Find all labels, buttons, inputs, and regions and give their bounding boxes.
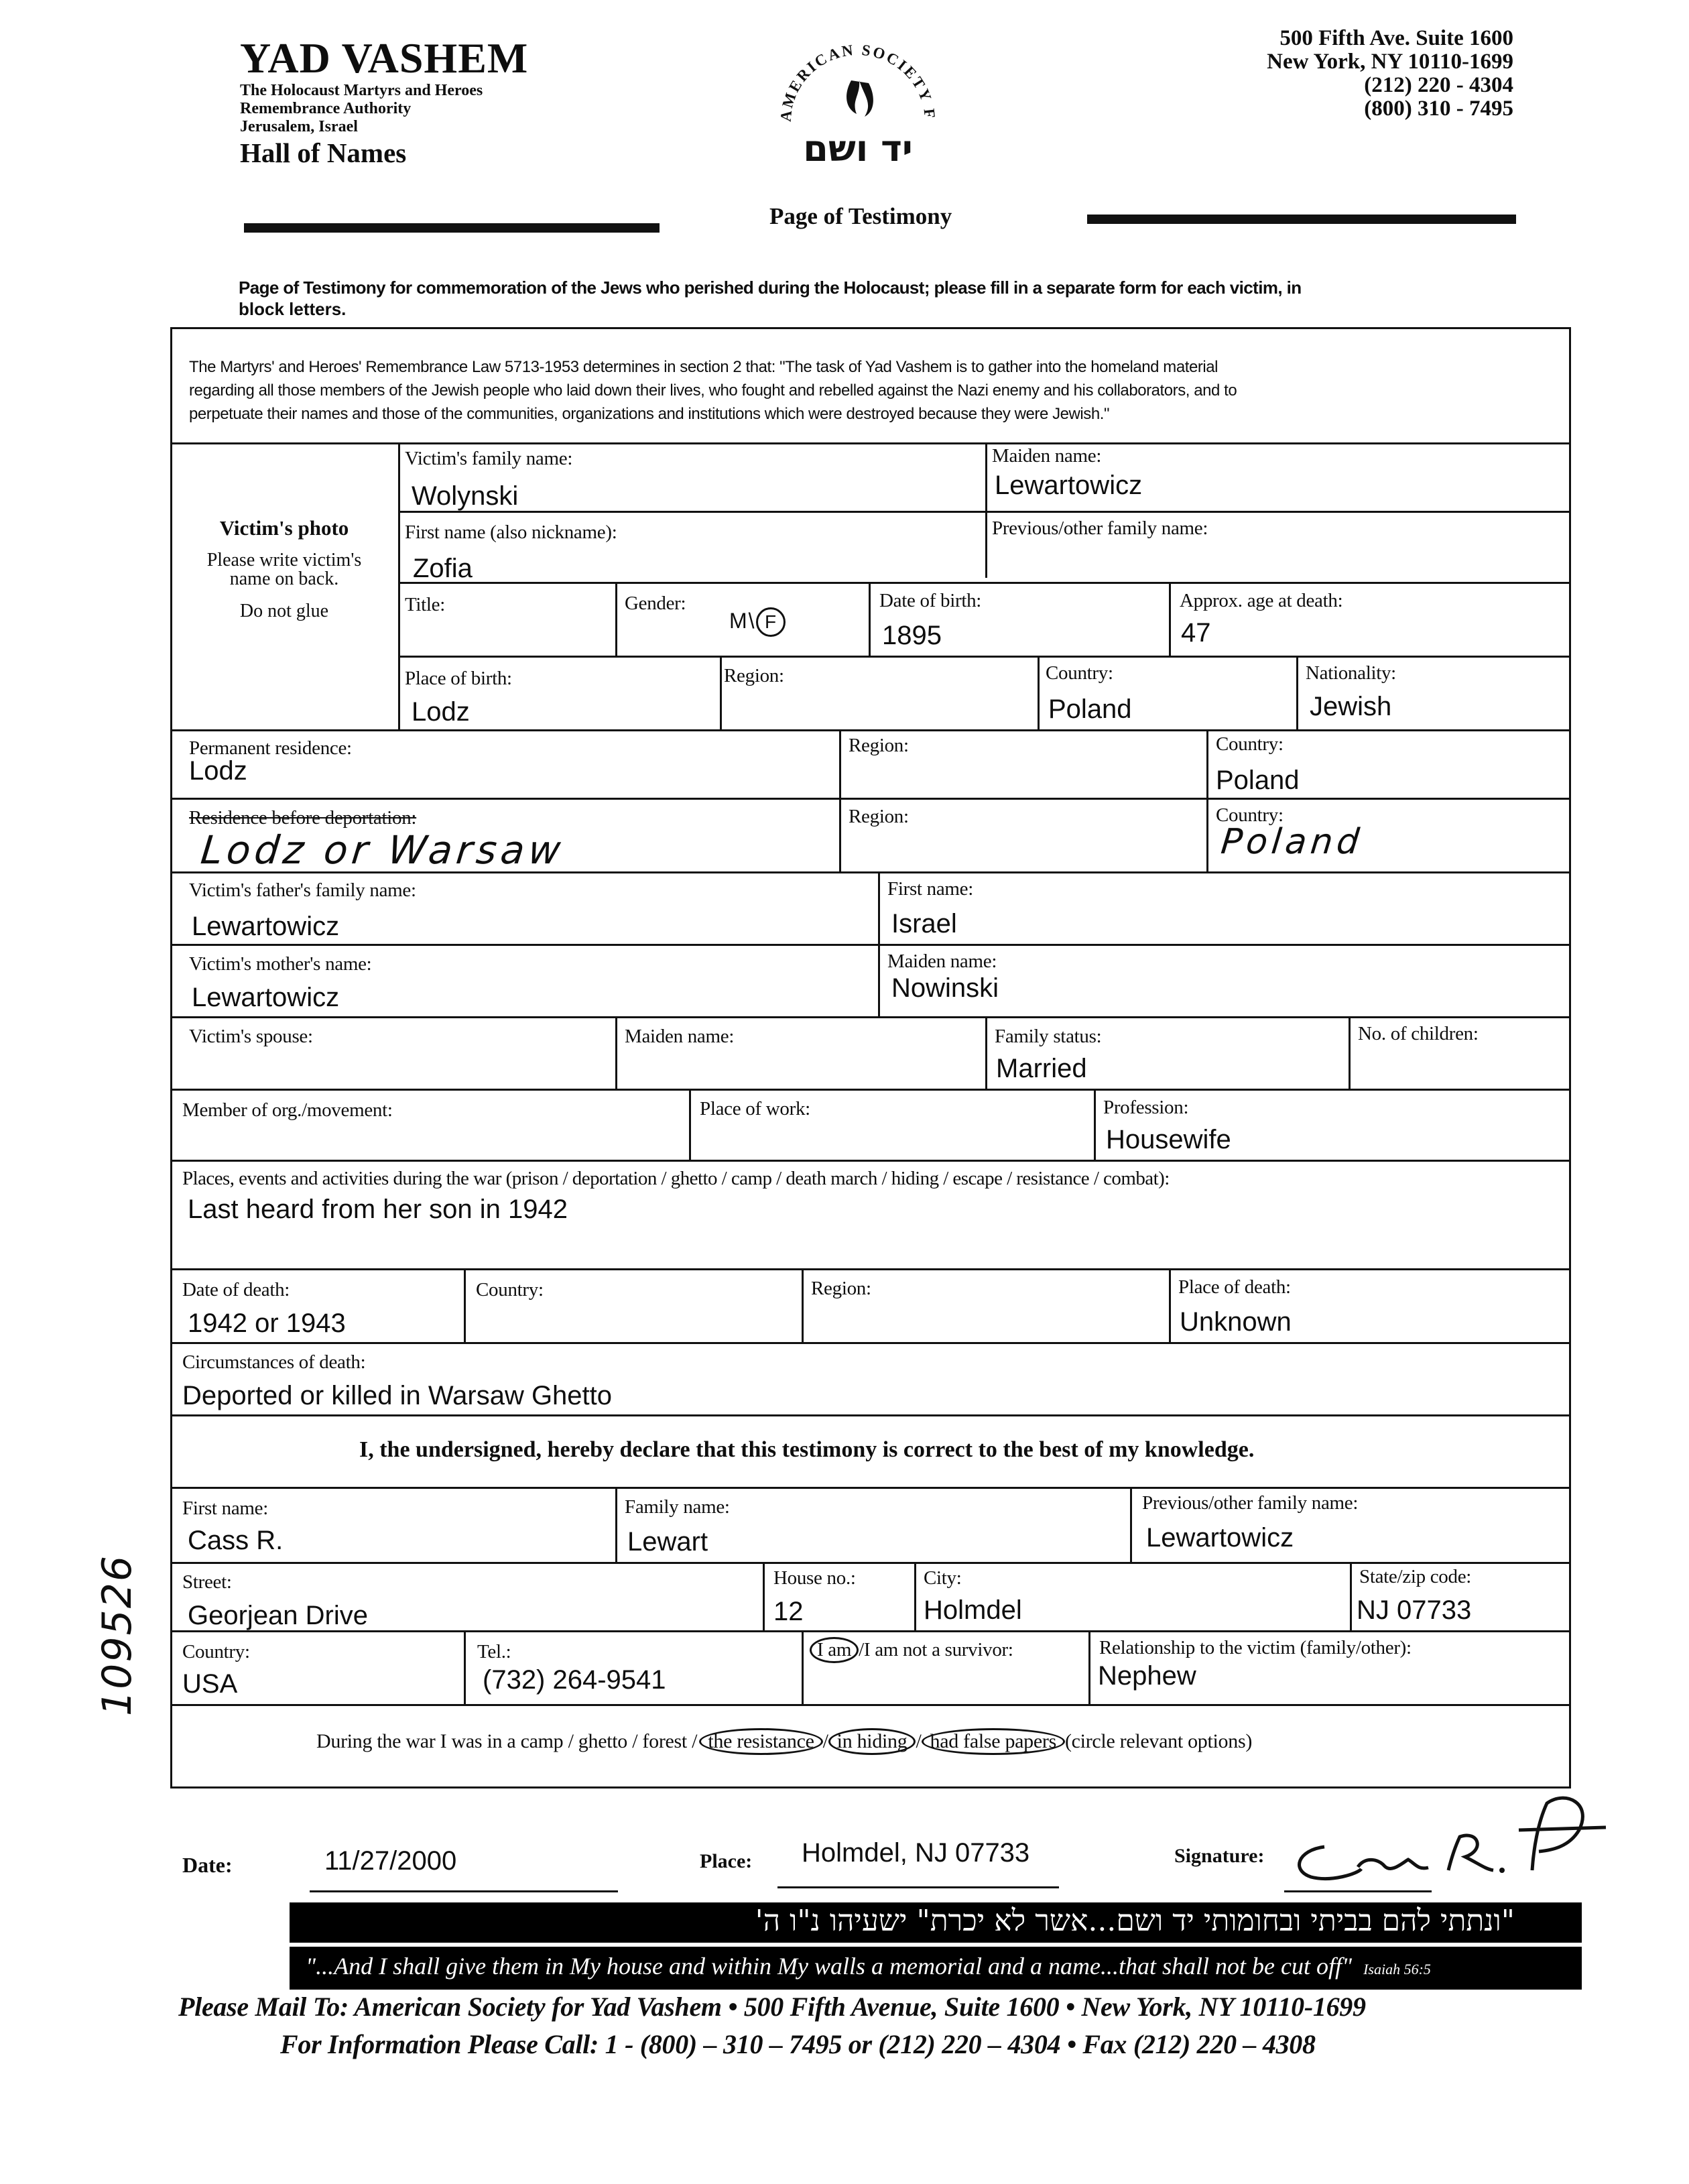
society-logo	[751, 34, 965, 201]
cell-divider	[1206, 729, 1208, 871]
perm-res-value[interactable]: Lodz	[189, 756, 247, 786]
street-label: Street:	[182, 1571, 232, 1593]
zip-value[interactable]: NJ 07733	[1357, 1595, 1472, 1625]
profession-value[interactable]: Housewife	[1106, 1125, 1231, 1154]
res-before-value[interactable]: Lodz or Warsaw	[198, 827, 567, 873]
age-value[interactable]: 47	[1181, 618, 1211, 648]
row-divider	[170, 1016, 1571, 1018]
row-divider	[170, 1268, 1571, 1270]
cell-divider	[878, 871, 880, 1016]
age-label: Approx. age at death:	[1180, 590, 1343, 611]
row-divider	[398, 582, 1571, 584]
info-line: For Information Please Call: 1 - (800) – 310 – 7495 or (212) 220 – 4304 • Fax (212) 220 – 4308	[280, 2029, 1316, 2059]
mother-label: Victim's mother's name:	[189, 953, 372, 975]
cell-divider	[985, 442, 987, 578]
street-value[interactable]: Georjean Drive	[188, 1601, 369, 1630]
margin-number: 109526	[94, 1554, 141, 1716]
father-label: Victim's father's family name:	[189, 879, 416, 901]
victim-photo-area	[170, 516, 398, 622]
place-label: Place:	[700, 1850, 753, 1872]
title-label: Title:	[405, 594, 445, 615]
profession-label: Profession:	[1103, 1097, 1189, 1118]
cell-divider	[464, 1630, 466, 1704]
survivor-selected-circle: I am	[810, 1637, 859, 1663]
cell-divider	[1350, 1562, 1352, 1630]
submitter-prev-value[interactable]: Lewartowicz	[1146, 1523, 1294, 1553]
page-title: Page of Testimony	[769, 203, 952, 229]
cell-divider	[985, 1016, 987, 1089]
address-block	[1267, 27, 1513, 121]
children-label: No. of children:	[1358, 1023, 1479, 1044]
instruction-text: Page of Testimony for commemoration of the Jews who perished during the Holocaust; please fill in a separate form for each victim, in	[239, 278, 1302, 298]
phone-line: (212) 220 - 4304	[1364, 73, 1513, 97]
row-divider	[170, 729, 1571, 731]
cell-divider	[839, 729, 841, 871]
city-label: City:	[924, 1567, 962, 1589]
signature	[1284, 1783, 1619, 1890]
dod-label: Date of death:	[182, 1279, 290, 1300]
phone-line: (800) 310 - 7495	[1364, 97, 1513, 121]
gender-selected-circle: F	[756, 607, 786, 637]
first-name-value[interactable]: Zofia	[413, 554, 473, 583]
war-option-circled: in hiding	[828, 1728, 916, 1755]
death-country-label: Country:	[476, 1279, 544, 1300]
city-value[interactable]: Holmdel	[924, 1595, 1022, 1625]
cell-divider	[763, 1562, 765, 1630]
submitter-family-value[interactable]: Lewart	[627, 1527, 708, 1557]
cell-divider	[720, 656, 722, 729]
cell-divider	[615, 1487, 617, 1562]
cell-divider	[1296, 656, 1298, 729]
maiden-name-label: Maiden name:	[992, 445, 1102, 467]
cell-divider	[914, 1562, 916, 1630]
maiden-name-value[interactable]: Lewartowicz	[995, 471, 1143, 500]
war-option-circled: the resistance	[699, 1728, 822, 1755]
work-label: Place of work:	[700, 1098, 810, 1119]
row-divider	[170, 1414, 1571, 1416]
banner-hebrew: "ונתתי להם בביתי ובחומותי יד ושם...אשר לא יכרת" ישעיהו נ"ו ה'	[755, 1904, 1515, 1938]
row-divider	[170, 1089, 1571, 1091]
gender-value[interactable]: M\ F	[729, 607, 786, 637]
family-name-label: Victim's family name:	[405, 448, 573, 469]
member-label: Member of org./movement:	[182, 1099, 393, 1121]
circumstances-value[interactable]: Deported or killed in Warsaw Ghetto	[182, 1381, 613, 1410]
date-value[interactable]: 11/27/2000	[324, 1846, 457, 1876]
res-country-value[interactable]: Poland	[1218, 822, 1365, 862]
cell-divider	[1130, 1487, 1132, 1562]
row-divider	[170, 1342, 1571, 1344]
row-divider	[170, 944, 1571, 946]
pob-country-value[interactable]: Poland	[1048, 694, 1132, 724]
war-options[interactable]: During the war I was in a camp / ghetto / forest / the resistance / in hiding / had false papers (circle relevant options)	[316, 1728, 1252, 1755]
place-underline	[777, 1886, 1059, 1888]
places-label: Places, events and activities during the war (prison / deportation / ghetto / camp / death march / hiding / escape / resistance / combat):	[182, 1168, 1170, 1189]
date-label: Date:	[182, 1853, 233, 1877]
place-value[interactable]: Holmdel, NJ 07733	[802, 1838, 1030, 1868]
svg-text:AMERICAN SOCIETY FOR YAD VASHE	[751, 34, 938, 123]
cell-divider	[398, 442, 400, 729]
row-divider	[170, 442, 1571, 444]
first-name-label: First name (also nickname):	[405, 522, 617, 543]
cell-divider	[802, 1268, 804, 1342]
places-value[interactable]: Last heard from her son in 1942	[188, 1195, 568, 1224]
tel-label: Tel.:	[477, 1641, 511, 1662]
cell-divider	[1169, 1268, 1171, 1342]
pob-country-label: Country:	[1046, 662, 1113, 684]
org-subtitle: The Holocaust Martyrs and Heroes	[240, 82, 483, 99]
dob-value[interactable]: 1895	[882, 621, 942, 650]
signature-scribble-icon	[1284, 1783, 1619, 1890]
pob-label: Place of birth:	[405, 668, 512, 689]
res-region-label: Region:	[849, 806, 909, 827]
perm-country-value[interactable]: Poland	[1216, 766, 1300, 795]
family-status-value[interactable]: Married	[996, 1054, 1087, 1083]
nationality-value[interactable]: Jewish	[1310, 692, 1392, 721]
house-value[interactable]: 12	[773, 1597, 804, 1626]
cell-divider	[1038, 656, 1040, 729]
cell-divider	[802, 1630, 804, 1704]
mother-maiden-value[interactable]: Nowinski	[891, 973, 999, 1003]
org-location: Jerusalem, Israel	[240, 118, 358, 135]
address-line: New York, NY 10110-1699	[1267, 50, 1513, 74]
signature-underline	[1284, 1890, 1432, 1892]
logo-ring-text: AMERICAN SOCIETY F	[777, 41, 939, 123]
submitter-family-label: Family name:	[625, 1496, 730, 1518]
cell-divider	[615, 582, 617, 656]
photo-note: Please write victim's	[206, 550, 362, 570]
spouse-label: Victim's spouse:	[189, 1026, 313, 1047]
header-rule-right	[1087, 215, 1516, 224]
instruction-text: block letters.	[239, 299, 347, 319]
dob-label: Date of birth:	[879, 590, 982, 611]
declaration: I, the undersigned, hereby declare that this testimony is correct to the best of my knowledge.	[359, 1437, 1255, 1462]
submitter-first-label: First name:	[182, 1498, 268, 1519]
perm-country-label: Country:	[1216, 733, 1284, 755]
cell-divider	[1169, 582, 1171, 656]
cell-divider	[615, 1016, 617, 1089]
photo-note: name on back.	[229, 568, 339, 589]
pod-label: Place of death:	[1178, 1276, 1291, 1298]
res-before-label: Residence before deportation:	[189, 807, 417, 829]
res-country-label: Country:	[1216, 804, 1284, 826]
quote-banner	[290, 1902, 1582, 1990]
spouse-maiden-label: Maiden name:	[625, 1026, 735, 1047]
father-value[interactable]: Lewartowicz	[192, 912, 340, 941]
address-line: 500 Fifth Ave. Suite 1600	[1279, 26, 1513, 50]
header-rule-left	[244, 223, 660, 233]
mother-value[interactable]: Lewartowicz	[192, 983, 340, 1012]
logo-emblem-icon	[751, 34, 965, 201]
logo-hebrew: יד ושם	[803, 127, 913, 170]
submitter-prev-label: Previous/other family name:	[1142, 1492, 1359, 1514]
row-divider	[170, 798, 1571, 800]
row-divider	[170, 1704, 1571, 1706]
mother-maiden-label: Maiden name:	[887, 951, 997, 972]
banner-english: "...And I shall give them in My house and within My walls a memorial and a name...that shall not be cut off" Isaiah 56:5	[306, 1953, 1431, 1980]
cell-divider	[869, 582, 871, 656]
row-divider	[398, 511, 1571, 513]
mail-to: Please Mail To: American Society for Yad Vashem • 500 Fifth Avenue, Suite 1600 • New York, NY 10110-1699	[178, 1992, 1366, 2022]
relation-value[interactable]: Nephew	[1098, 1661, 1196, 1691]
father-first-value[interactable]: Israel	[891, 909, 957, 938]
row-divider	[170, 1562, 1571, 1564]
zip-label: State/zip code:	[1359, 1566, 1472, 1587]
death-region-label: Region:	[811, 1278, 871, 1299]
row-divider	[170, 1160, 1571, 1162]
org-name: YAD VASHEM	[240, 34, 529, 82]
submitter-first-value[interactable]: Cass R.	[188, 1526, 284, 1555]
nationality-label: Nationality:	[1306, 662, 1396, 684]
family-status-label: Family status:	[995, 1026, 1102, 1047]
father-first-label: First name:	[887, 878, 973, 900]
prev-name-label: Previous/other family name:	[992, 518, 1208, 539]
circumstances-label: Circumstances of death:	[182, 1351, 366, 1373]
org-subtitle: Remembrance Authority	[240, 100, 412, 117]
row-divider	[398, 656, 1571, 658]
tel-value[interactable]: (732) 264-9541	[483, 1665, 666, 1695]
war-option-circled: had false papers	[922, 1728, 1065, 1755]
submitter-country-label: Country:	[182, 1641, 250, 1662]
law-text: The Martyrs' and Heroes' Remembrance Law 5713-1953 determines in section 2 that: "The task of Yad Vashem is to gather into the homeland material regarding all those members of the Jewish people who laid down their lives, who fought and rebelled against the Nazi enemy and his collaborators, and to perpetuate their names and those of the communities, organizations and institutions which were destroyed because they were Jewish."	[189, 358, 1237, 423]
cell-divider	[1094, 1089, 1096, 1160]
family-name-value[interactable]: Wolynski	[412, 481, 519, 511]
submitter-country-value[interactable]: USA	[182, 1669, 238, 1699]
pob-value[interactable]: Lodz	[412, 697, 470, 727]
row-divider	[170, 1487, 1571, 1489]
perm-region-label: Region:	[849, 735, 909, 756]
signature-label: Signature:	[1174, 1845, 1265, 1867]
cell-divider	[464, 1268, 466, 1342]
pod-value[interactable]: Unknown	[1180, 1307, 1292, 1337]
relation-label: Relationship to the victim (family/other):	[1099, 1637, 1412, 1658]
pob-region-label: Region:	[724, 665, 784, 686]
perm-res-label: Permanent residence:	[189, 737, 352, 759]
row-divider	[170, 1630, 1571, 1632]
cell-divider	[1088, 1630, 1090, 1704]
cell-divider	[1349, 1016, 1351, 1089]
gender-label: Gender:	[625, 593, 686, 614]
house-label: House no.:	[773, 1567, 856, 1589]
survivor-status[interactable]: I am /I am not a survivor:	[810, 1637, 1013, 1663]
photo-title: Victim's photo	[219, 516, 349, 540]
photo-note: Do not glue	[239, 601, 329, 621]
date-underline	[310, 1890, 618, 1892]
dod-value[interactable]: 1942 or 1943	[188, 1309, 346, 1338]
hall-of-names: Hall of Names	[240, 137, 407, 168]
banner-strip	[290, 1943, 1582, 1947]
cell-divider	[689, 1089, 691, 1160]
